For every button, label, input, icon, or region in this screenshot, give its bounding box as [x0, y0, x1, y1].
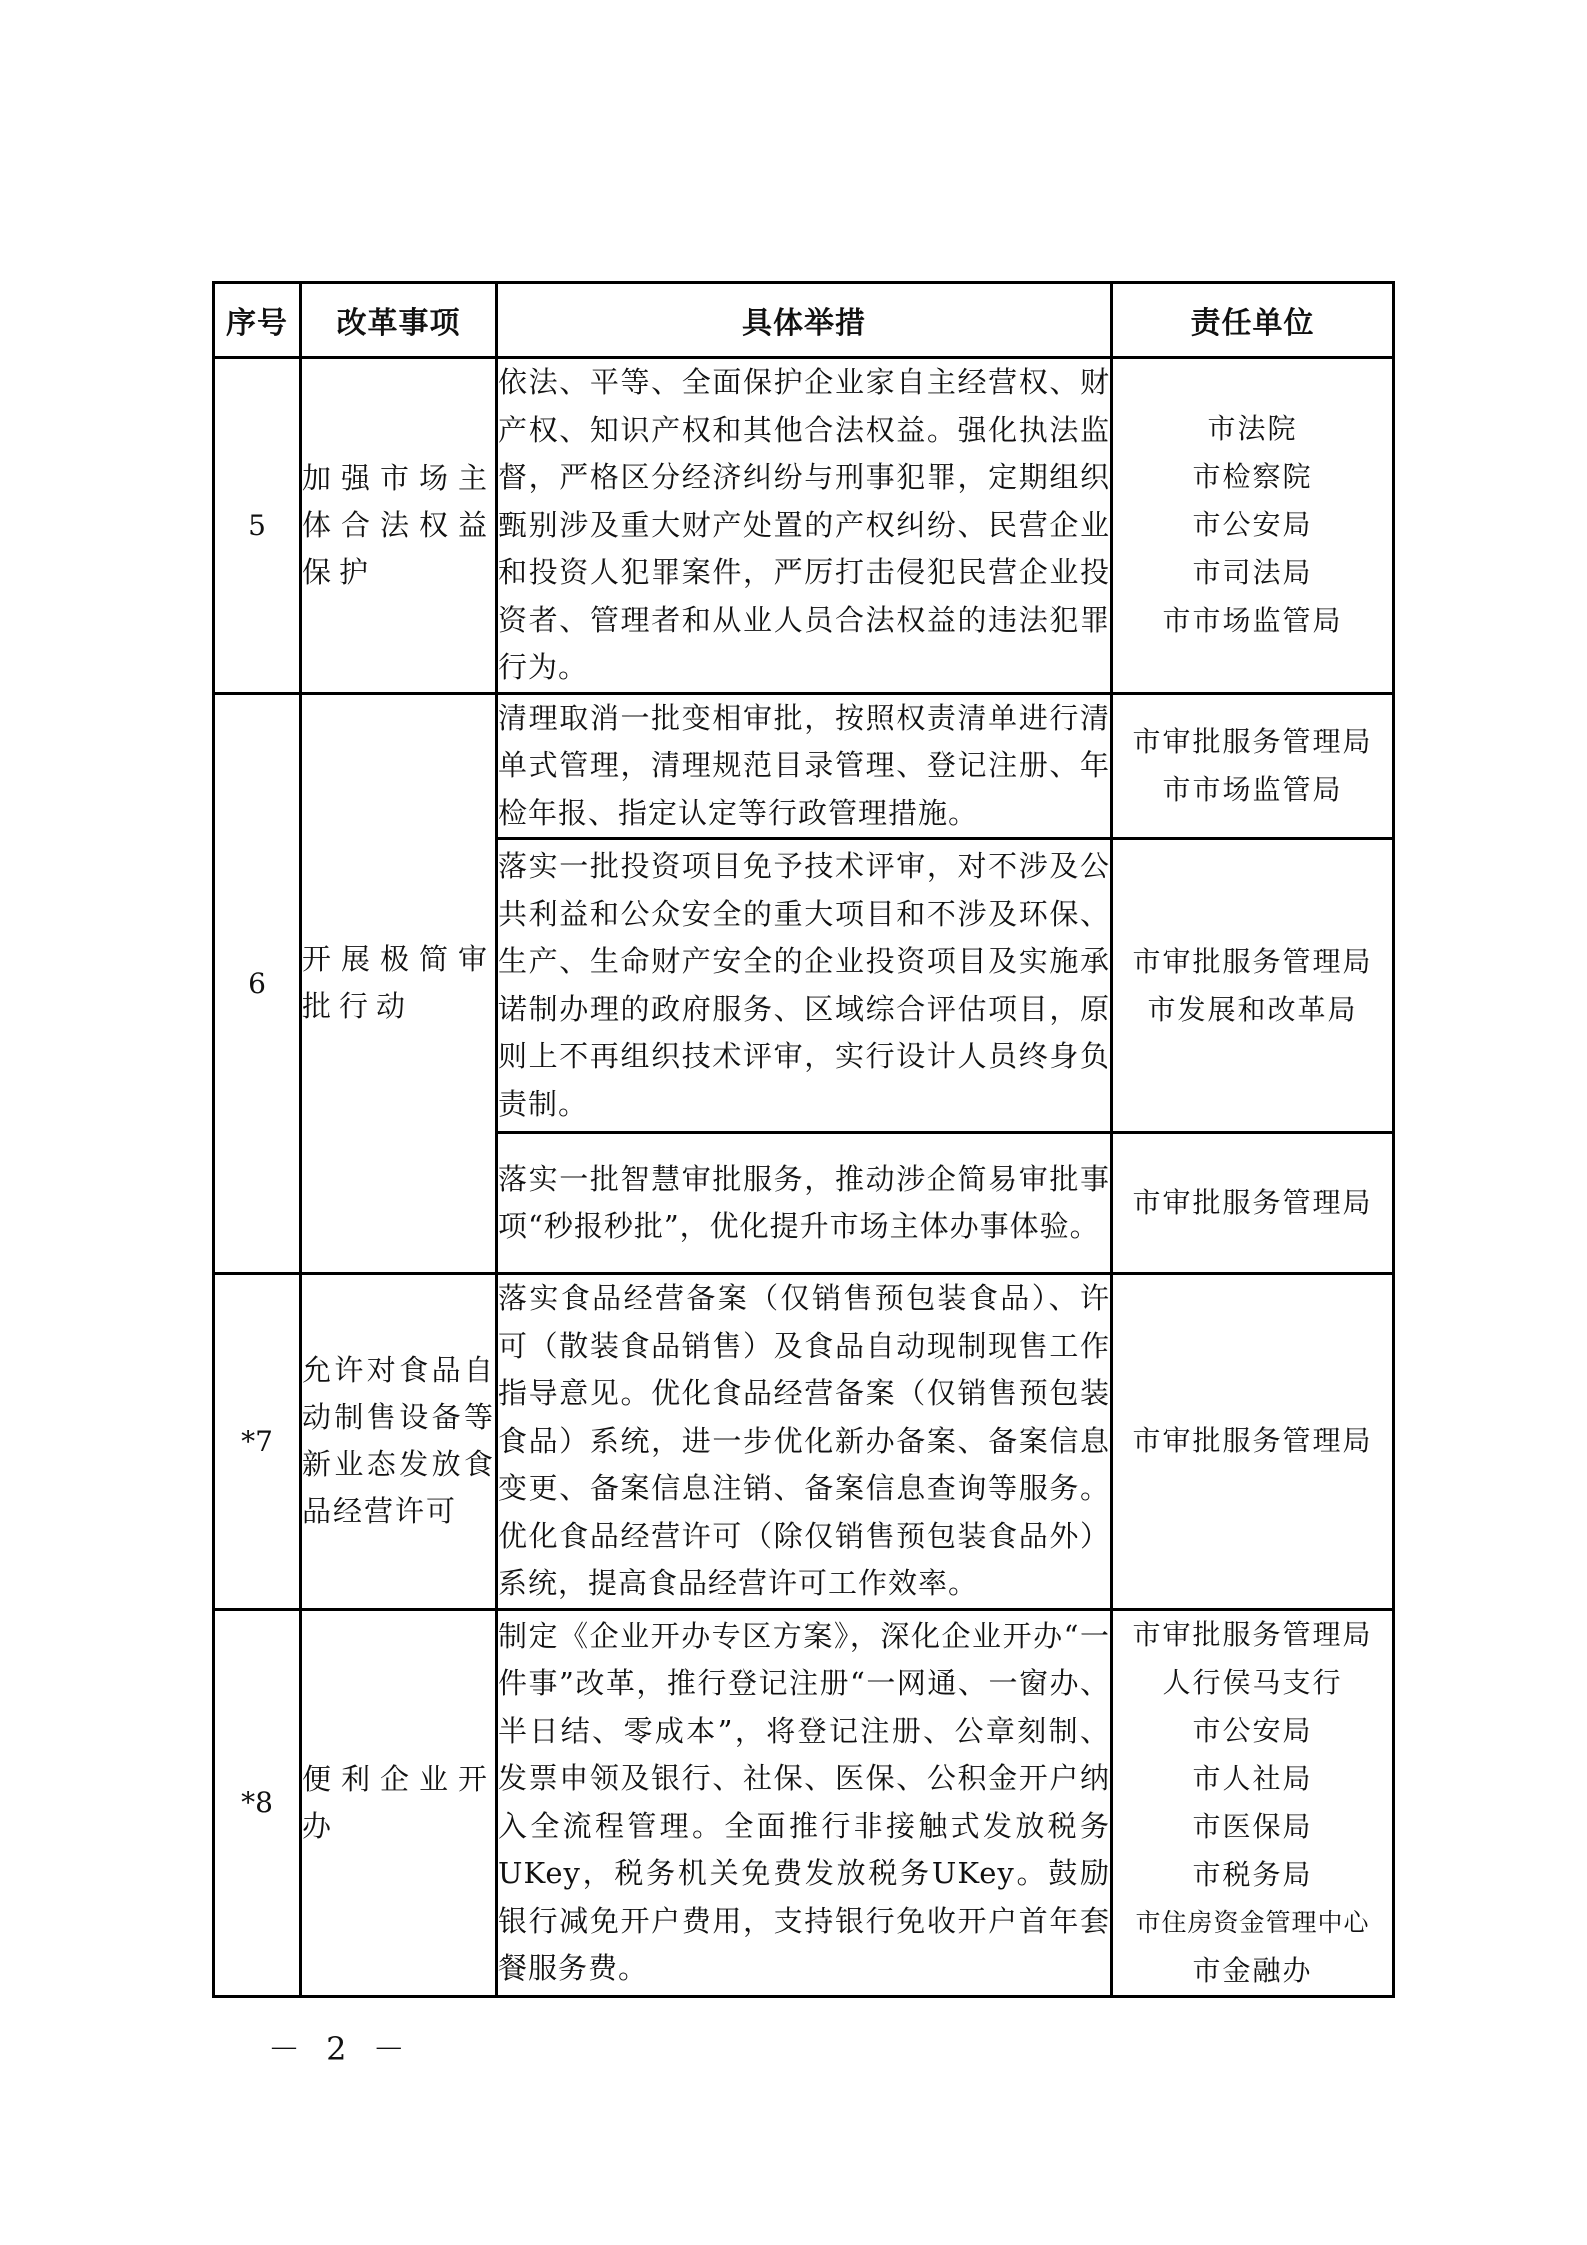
unit-name: 市公安局	[1192, 508, 1313, 542]
serial-no: *7	[214, 1274, 301, 1610]
responsible-units	[1112, 358, 1394, 694]
unit-name: 市司法局	[1192, 556, 1313, 590]
unit-name: 市市场监管局	[1162, 772, 1343, 806]
unit-name: 市检察院	[1192, 460, 1313, 494]
responsible-units	[1112, 1274, 1394, 1610]
table-row	[214, 693, 1394, 839]
responsible-units	[1112, 839, 1394, 1133]
reform-table	[212, 281, 1395, 1998]
header-reform-item: 改革事项	[301, 283, 497, 358]
unit-name: 市审批服务管理局	[1132, 1617, 1373, 1651]
unit-name: 市审批服务管理局	[1132, 724, 1373, 758]
reform-item: 便利企业开办	[301, 1609, 497, 1996]
table-header-row	[214, 283, 1394, 358]
unit-name: 市住房资金管理中心	[1135, 1907, 1370, 1937]
header-serial-no: 序号	[214, 283, 301, 358]
unit-name: 市医保局	[1192, 1809, 1313, 1843]
reform-item: 加强市场主体合法权益保护	[301, 358, 497, 694]
serial-no: 5	[214, 358, 301, 694]
reform-item: 开展极简审批行动	[301, 693, 497, 1274]
unit-name: 市公安局	[1192, 1713, 1313, 1747]
unit-name: 人行侯马支行	[1162, 1665, 1343, 1699]
unit-name: 市人社局	[1192, 1761, 1313, 1795]
serial-no: *8	[214, 1609, 301, 1996]
measure-text: 依法、平等、全面保护企业家自主经营权、财产权、知识产权和其他合法权益。强化执法监督，严格区分经济纠纷与刑事犯罪，定期组织甄别涉及重大财产处置的产权纠纷、民营企业和投资人犯罪案件，严厉打击侵犯民营企业投资者、管理者和从业人员合法权益的违法犯罪行为。	[497, 358, 1112, 694]
table-row	[214, 358, 1394, 694]
header-responsible-unit: 责任单位	[1112, 283, 1394, 358]
unit-name: 市审批服务管理局	[1132, 1424, 1373, 1458]
responsible-units	[1112, 1609, 1394, 1996]
measure-text: 落实一批智慧审批服务，推动涉企简易审批事项“秒报秒批”，优化提升市场主体办事体验。	[497, 1133, 1112, 1274]
measure-text: 落实一批投资项目免予技术评审，对不涉及公共利益和公众安全的重大项目和不涉及环保、生产、生命财产安全的企业投资项目及实施承诺制办理的政府服务、区域综合评估项目，原则上不再组织技术评审，实行设计人员终身负责制。	[497, 839, 1112, 1133]
serial-no: 6	[214, 693, 301, 1274]
measure-text: 制定《企业开办专区方案》，深化企业开办“一件事”改革，推行登记注册“一网通、一窗办、半日结、零成本”，将登记注册、公章刻制、发票申领及银行、社保、医保、公积金开户纳入全流程管理。全面推行非接触式发放税务UKey，税务机关免费发放税务UKey。鼓励银行减免开户费用，支持银行免收开户首年套餐服务费。	[497, 1609, 1112, 1996]
table-row	[214, 1274, 1394, 1610]
responsible-units	[1112, 1133, 1394, 1274]
header-specific-measures: 具体举措	[497, 283, 1112, 358]
reform-item: 允许对食品自动制售设备等新业态发放食品经营许可	[301, 1274, 497, 1610]
unit-name: 市审批服务管理局	[1132, 1186, 1373, 1219]
page-number: － 2 －	[268, 2030, 413, 2068]
measure-text: 落实食品经营备案（仅销售预包装食品）、许可（散装食品销售）及食品自动现制现售工作指导意见。优化食品经营备案（仅销售预包装食品）系统，进一步优化新办备案、备案信息变更、备案信息注销、备案信息查询等服务。优化食品经营许可（除仅销售预包装食品外）系统，提高食品经营许可工作效率。	[497, 1274, 1112, 1610]
measure-text: 清理取消一批变相审批，按照权责清单进行清单式管理，清理规范目录管理、登记注册、年检年报、指定认定等行政管理措施。	[497, 693, 1112, 839]
unit-name: 市税务局	[1192, 1857, 1313, 1891]
unit-name: 市金融办	[1192, 1953, 1313, 1987]
unit-name: 市发展和改革局	[1147, 992, 1358, 1026]
responsible-units	[1112, 693, 1394, 839]
table-row	[214, 1609, 1394, 1996]
unit-name: 市法院	[1207, 412, 1298, 446]
unit-name: 市市场监管局	[1162, 604, 1343, 638]
unit-name: 市审批服务管理局	[1132, 944, 1373, 978]
